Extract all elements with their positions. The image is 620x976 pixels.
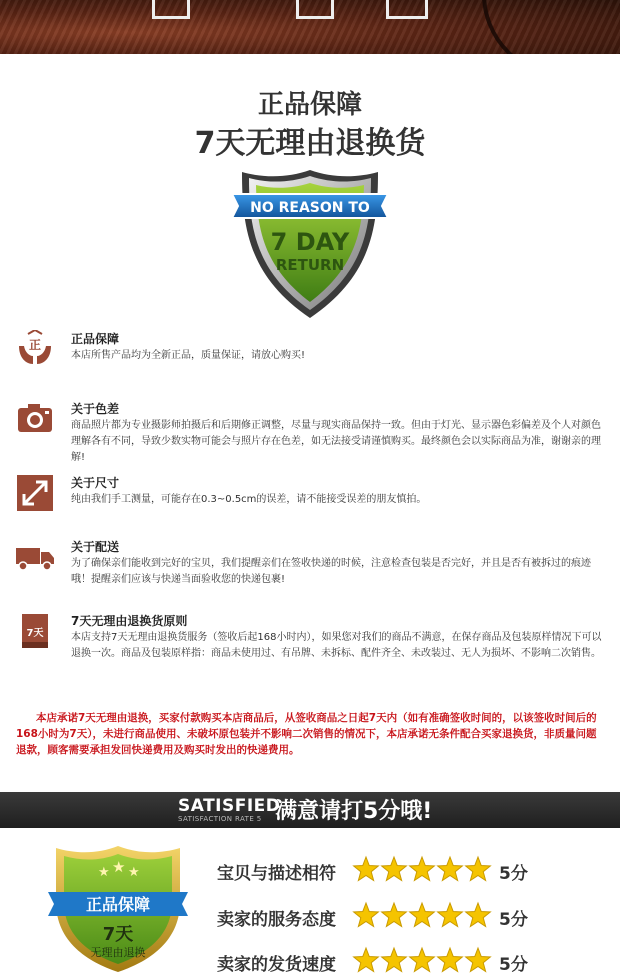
- feature-desc: 商品照片都为专业摄影师拍摄后和后期修正调整，尽量与现实商品保持一致。但由于灯光、显示器色彩偏差及个人对颜色理解各有不同，导致少数实物可能会与照片存在色差，如无法接受请谨慎购买。最终颜色会以实际商品为准，谢谢亲的理解!: [71, 420, 601, 463]
- bike-wheel-image: [482, 0, 620, 54]
- rating-label: 宝贝与描述相符: [217, 864, 336, 884]
- badge-ribbon-text: NO REASON TO: [250, 200, 370, 216]
- star-icon: [410, 857, 435, 881]
- feature-title: 7天无理由退换货原则: [71, 614, 188, 628]
- feature-desc: 本店所售产品均为全新正品，质量保证，请放心购买!: [71, 350, 306, 361]
- resize-arrow-icon: [16, 474, 54, 512]
- tag-7day-text: 7天: [26, 628, 44, 639]
- rating-score: 5分: [499, 955, 528, 975]
- photo-frame-detail: [296, 0, 334, 19]
- rating-row: [217, 946, 617, 976]
- feature-desc: 纯由我们手工测量，可能存在0.3~0.5cm的误差，请不能接受误差的朋友慎拍。: [71, 494, 427, 505]
- star-icon: [410, 903, 435, 927]
- star-icon: [466, 857, 491, 881]
- rating-score: 5分: [499, 864, 528, 884]
- rating-row: [217, 855, 617, 885]
- satisfied-banner: [0, 792, 620, 828]
- feature-title: 关于配送: [71, 540, 120, 554]
- badge-return-text: RETURN: [275, 256, 345, 274]
- svg-text:★: ★: [112, 858, 126, 876]
- satisfied-en: SATISFIED: [178, 796, 281, 816]
- star-icon: [382, 857, 407, 881]
- badge-days-text: 7 DAY: [270, 228, 350, 256]
- svg-text:★: ★: [98, 865, 110, 880]
- rating-label: 卖家的服务态度: [217, 910, 336, 930]
- rating-score: 5分: [499, 910, 528, 930]
- svg-text:★: ★: [128, 865, 140, 880]
- star-icon: [438, 903, 463, 927]
- feature-color-difference: [16, 400, 606, 470]
- rating-row: [217, 901, 617, 931]
- rating-label: 卖家的发货速度: [217, 955, 336, 975]
- satisfied-cn: 满意请打5分哦!: [275, 799, 433, 824]
- star-icon: [466, 903, 491, 927]
- star-icon: [354, 903, 379, 927]
- badge2-sub: 无理由退换: [90, 946, 146, 959]
- feature-size: [16, 474, 606, 514]
- rating-stars: [352, 855, 492, 883]
- truck-icon: [16, 538, 54, 576]
- badge2-title: 正品保障: [85, 895, 151, 914]
- camera-icon: [16, 400, 54, 438]
- feature-title: 关于尺寸: [71, 476, 120, 490]
- headline-genuine: 正品保障: [257, 90, 362, 120]
- feature-genuine: [16, 330, 606, 370]
- rating-stars: [352, 901, 492, 929]
- genuine-hands-icon: [16, 330, 54, 368]
- 7-day-return-badge: [232, 166, 388, 322]
- rating-stars: [352, 946, 492, 974]
- feature-desc: 为了确保亲们能收到完好的宝贝，我们提醒亲们在签收快递的时候，注意检查包装是否完好，并且是否有被拆过的痕迹哦！提醒亲们应该与快递当面验收您的快递包裹!: [71, 558, 591, 585]
- feature-delivery: [16, 538, 606, 592]
- store-promise-text: 本店承诺7天无理由退换，买家付款购买本店商品后，从签收商品之日起7天内（如有准确签收时间的，以该签收时间后的168小时为7天），未进行商品使用、未破坏原包装并不影响二次销售的情况下，本店承诺无条件配合买家退换货，非质量问题退款，顾客需要承担发回快递费用及购买时发出的快递费用。: [16, 712, 597, 756]
- top-photo-banner: [0, 0, 620, 54]
- star-icon: [354, 857, 379, 881]
- seven-day-tag-icon: [16, 612, 54, 650]
- star-icon: [382, 903, 407, 927]
- star-icon: [438, 857, 463, 881]
- photo-frame-detail: [152, 0, 190, 19]
- genuine-guarantee-badge: [48, 842, 188, 972]
- feature-desc: 本店支持7天无理由退换货服务（签收后起168小时内），如果您对我们的商品不满意，在保存商品及包装原样情况下可以退换一次。商品及包装原样指：商品未使用过、有吊牌、未拆标、配件齐全、未改装过、无人为损坏、不影响二次销售。: [71, 632, 602, 659]
- svg-text:正: 正: [28, 338, 42, 352]
- headline-7day-return: 7天无理由退换货: [194, 126, 426, 161]
- feature-title: 正品保障: [71, 332, 120, 346]
- feature-title: 关于色差: [71, 402, 120, 416]
- feature-7day-return-policy: [16, 612, 606, 682]
- photo-frame-detail: [386, 0, 428, 19]
- badge2-days: 7天: [102, 924, 134, 945]
- satisfaction-rate-sub: SATISFACTION RATE 5: [178, 815, 262, 823]
